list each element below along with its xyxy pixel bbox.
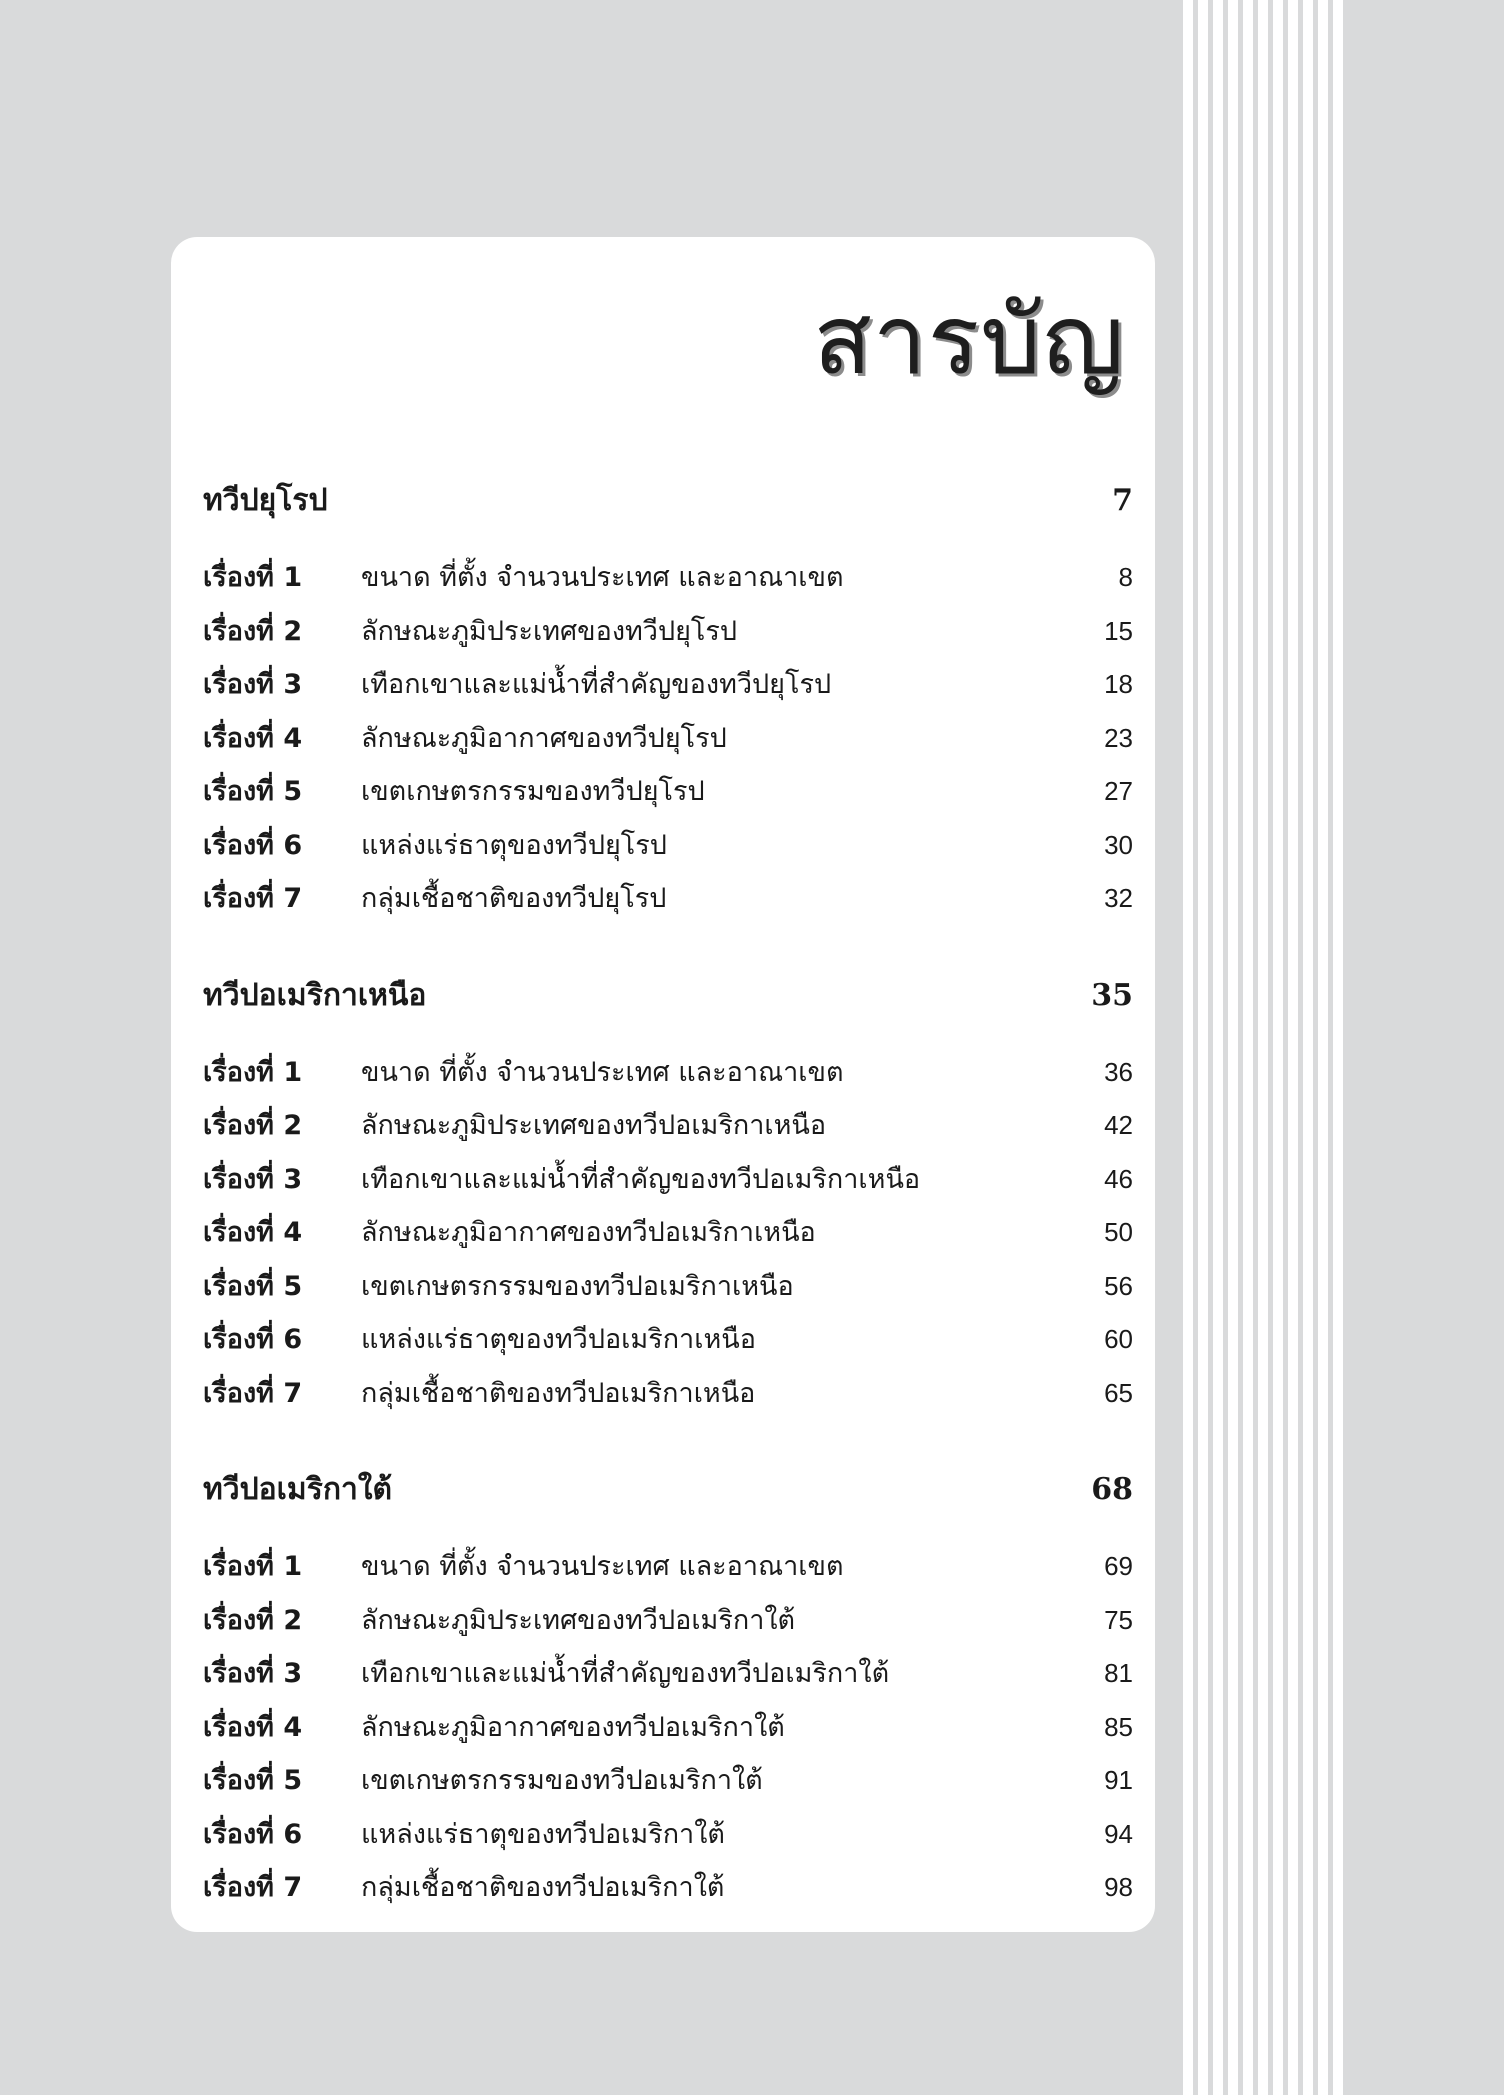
section-heading-row[interactable] <box>203 972 1133 1036</box>
entry-label: เรื่องที่ 5 <box>203 1765 303 1796</box>
toc-entry[interactable] <box>203 1812 1133 1866</box>
toc-entry[interactable] <box>203 1865 1133 1919</box>
entry-page-number: 18 <box>1104 669 1133 699</box>
toc-entry[interactable] <box>203 609 1133 663</box>
toc-entry[interactable] <box>203 1758 1133 1812</box>
entry-page-number: 32 <box>1104 883 1133 913</box>
entry-page-number: 81 <box>1104 1658 1133 1688</box>
toc-entry[interactable] <box>203 1317 1133 1371</box>
section-page-number: 7 <box>1112 483 1133 518</box>
entry-title: ลักษณะภูมิอากาศของทวีปอเมริกาเหนือ <box>361 1217 816 1248</box>
entry-title: แหล่งแร่ธาตุของทวีปอเมริกาเหนือ <box>361 1324 756 1355</box>
toc-entry[interactable] <box>203 876 1133 930</box>
entry-title: ขนาด ที่ตั้ง จำนวนประเทศ และอาณาเขต <box>361 1056 844 1088</box>
entry-label: เรื่องที่ 2 <box>203 1110 303 1141</box>
toc-entry[interactable] <box>203 1544 1133 1598</box>
section-title: ทวีปอเมริกาเหนือ <box>203 977 427 1013</box>
toc-entry[interactable] <box>203 1651 1133 1705</box>
toc-section <box>203 972 1133 1425</box>
entry-page-number: 8 <box>1118 562 1133 592</box>
toc-entry[interactable] <box>203 1371 1133 1425</box>
toc-entry[interactable] <box>203 1050 1133 1104</box>
entry-page-number: 56 <box>1104 1270 1133 1301</box>
entry-title: ขนาด ที่ตั้ง จำนวนประเทศ และอาณาเขต <box>361 562 844 593</box>
section-title: ทวีปอเมริกาใต้ <box>203 1472 392 1507</box>
entry-page-number: 50 <box>1104 1217 1133 1247</box>
entry-title: กลุ่มเชื้อชาติของทวีปยุโรป <box>361 883 667 914</box>
toc-entry[interactable] <box>203 1705 1133 1759</box>
entry-title: เทือกเขาและแม่น้ำที่สำคัญของทวีปอเมริกาใต้ <box>361 1658 890 1689</box>
toc-entry[interactable] <box>203 1598 1133 1652</box>
toc-section <box>203 477 1133 930</box>
entry-label: เรื่องที่ 7 <box>203 1377 303 1409</box>
entry-title: ลักษณะภูมิอากาศของทวีปยุโรป <box>361 722 727 754</box>
entry-label: เรื่องที่ 1 <box>203 1551 303 1582</box>
entry-label: เรื่องที่ 2 <box>203 1604 303 1636</box>
entry-title: เขตเกษตรกรรมของทวีปอเมริกาใต้ <box>361 1765 763 1796</box>
entry-title: เทือกเขาและแม่น้ำที่สำคัญของทวีปอเมริกาเหนือ <box>361 1163 921 1195</box>
page-title: สารบัญ <box>813 284 1125 396</box>
entry-page-number: 91 <box>1104 1765 1133 1795</box>
section-heading-row[interactable] <box>203 1466 1133 1530</box>
entry-label: เรื่องที่ 1 <box>203 562 303 593</box>
entry-page-number: 60 <box>1104 1324 1133 1354</box>
toc-entry[interactable] <box>203 716 1133 770</box>
entry-page-number: 36 <box>1104 1056 1133 1087</box>
entry-label: เรื่องที่ 4 <box>203 1217 303 1248</box>
entry-label: เรื่องที่ 3 <box>203 669 303 700</box>
entry-label: เรื่องที่ 4 <box>203 1711 303 1743</box>
entry-list <box>203 1544 1133 1919</box>
toc-entry[interactable] <box>203 1210 1133 1264</box>
entry-title: กลุ่มเชื้อชาติของทวีปอเมริกาเหนือ <box>361 1377 756 1409</box>
entry-label: เรื่องที่ 6 <box>203 1818 303 1850</box>
entry-title: เขตเกษตรกรรมของทวีปอเมริกาเหนือ <box>361 1270 794 1302</box>
entry-label: เรื่องที่ 6 <box>203 1324 303 1355</box>
entry-page-number: 98 <box>1104 1872 1133 1902</box>
entry-title: แหล่งแร่ธาตุของทวีปอเมริกาใต้ <box>361 1818 725 1850</box>
toc-entry[interactable] <box>203 823 1133 877</box>
section-gap <box>203 930 1133 972</box>
entry-label: เรื่องที่ 7 <box>203 883 303 914</box>
margin-band <box>1343 0 1504 2095</box>
entry-label: เรื่องที่ 5 <box>203 776 303 807</box>
entry-page-number: 94 <box>1104 1818 1133 1849</box>
toc-entry[interactable] <box>203 662 1133 716</box>
toc-section <box>203 1466 1133 1919</box>
entry-page-number: 15 <box>1104 615 1133 646</box>
entry-page-number: 30 <box>1104 829 1133 860</box>
toc-entry[interactable] <box>203 1264 1133 1318</box>
section-page-number: 35 <box>1091 977 1133 1013</box>
entry-page-number: 69 <box>1104 1551 1133 1581</box>
entry-page-number: 65 <box>1104 1377 1133 1408</box>
entry-page-number: 75 <box>1104 1604 1133 1635</box>
entry-title: ลักษณะภูมิประเทศของทวีปอเมริกาใต้ <box>361 1604 796 1636</box>
entry-title: ลักษณะภูมิอากาศของทวีปอเมริกาใต้ <box>361 1711 785 1743</box>
toc-entry[interactable] <box>203 1103 1133 1157</box>
toc-sections <box>203 477 1133 1919</box>
toc-entry[interactable] <box>203 769 1133 823</box>
section-title: ทวีปยุโรป <box>203 483 328 518</box>
entry-label: เรื่องที่ 7 <box>203 1872 303 1903</box>
entry-page-number: 42 <box>1104 1110 1133 1140</box>
entry-title: ขนาด ที่ตั้ง จำนวนประเทศ และอาณาเขต <box>361 1551 844 1582</box>
section-gap <box>203 1424 1133 1466</box>
section-page-number: 68 <box>1091 1472 1133 1507</box>
entry-page-number: 46 <box>1104 1163 1133 1194</box>
entry-list <box>203 555 1133 930</box>
entry-label: เรื่องที่ 3 <box>203 1658 303 1689</box>
entry-title: กลุ่มเชื้อชาติของทวีปอเมริกาใต้ <box>361 1872 725 1903</box>
entry-label: เรื่องที่ 2 <box>203 615 303 647</box>
entry-list <box>203 1050 1133 1425</box>
entry-title: ลักษณะภูมิประเทศของทวีปยุโรป <box>361 615 738 647</box>
entry-page-number: 23 <box>1104 722 1133 753</box>
entry-label: เรื่องที่ 5 <box>203 1270 303 1302</box>
entry-page-number: 27 <box>1104 776 1133 806</box>
entry-label: เรื่องที่ 1 <box>203 1056 303 1088</box>
toc-entry[interactable] <box>203 1157 1133 1211</box>
decorative-stripes <box>1183 0 1348 2095</box>
entry-page-number: 85 <box>1104 1711 1133 1742</box>
entry-title: แหล่งแร่ธาตุของทวีปยุโรป <box>361 829 667 861</box>
entry-label: เรื่องที่ 4 <box>203 722 303 754</box>
section-heading-row[interactable] <box>203 477 1133 541</box>
entry-label: เรื่องที่ 6 <box>203 829 303 861</box>
entry-label: เรื่องที่ 3 <box>203 1163 303 1195</box>
toc-card <box>171 237 1155 1932</box>
toc-entry[interactable] <box>203 555 1133 609</box>
entry-title: เขตเกษตรกรรมของทวีปยุโรป <box>361 776 705 807</box>
entry-title: เทือกเขาและแม่น้ำที่สำคัญของทวีปยุโรป <box>361 669 832 700</box>
entry-title: ลักษณะภูมิประเทศของทวีปอเมริกาเหนือ <box>361 1110 827 1141</box>
